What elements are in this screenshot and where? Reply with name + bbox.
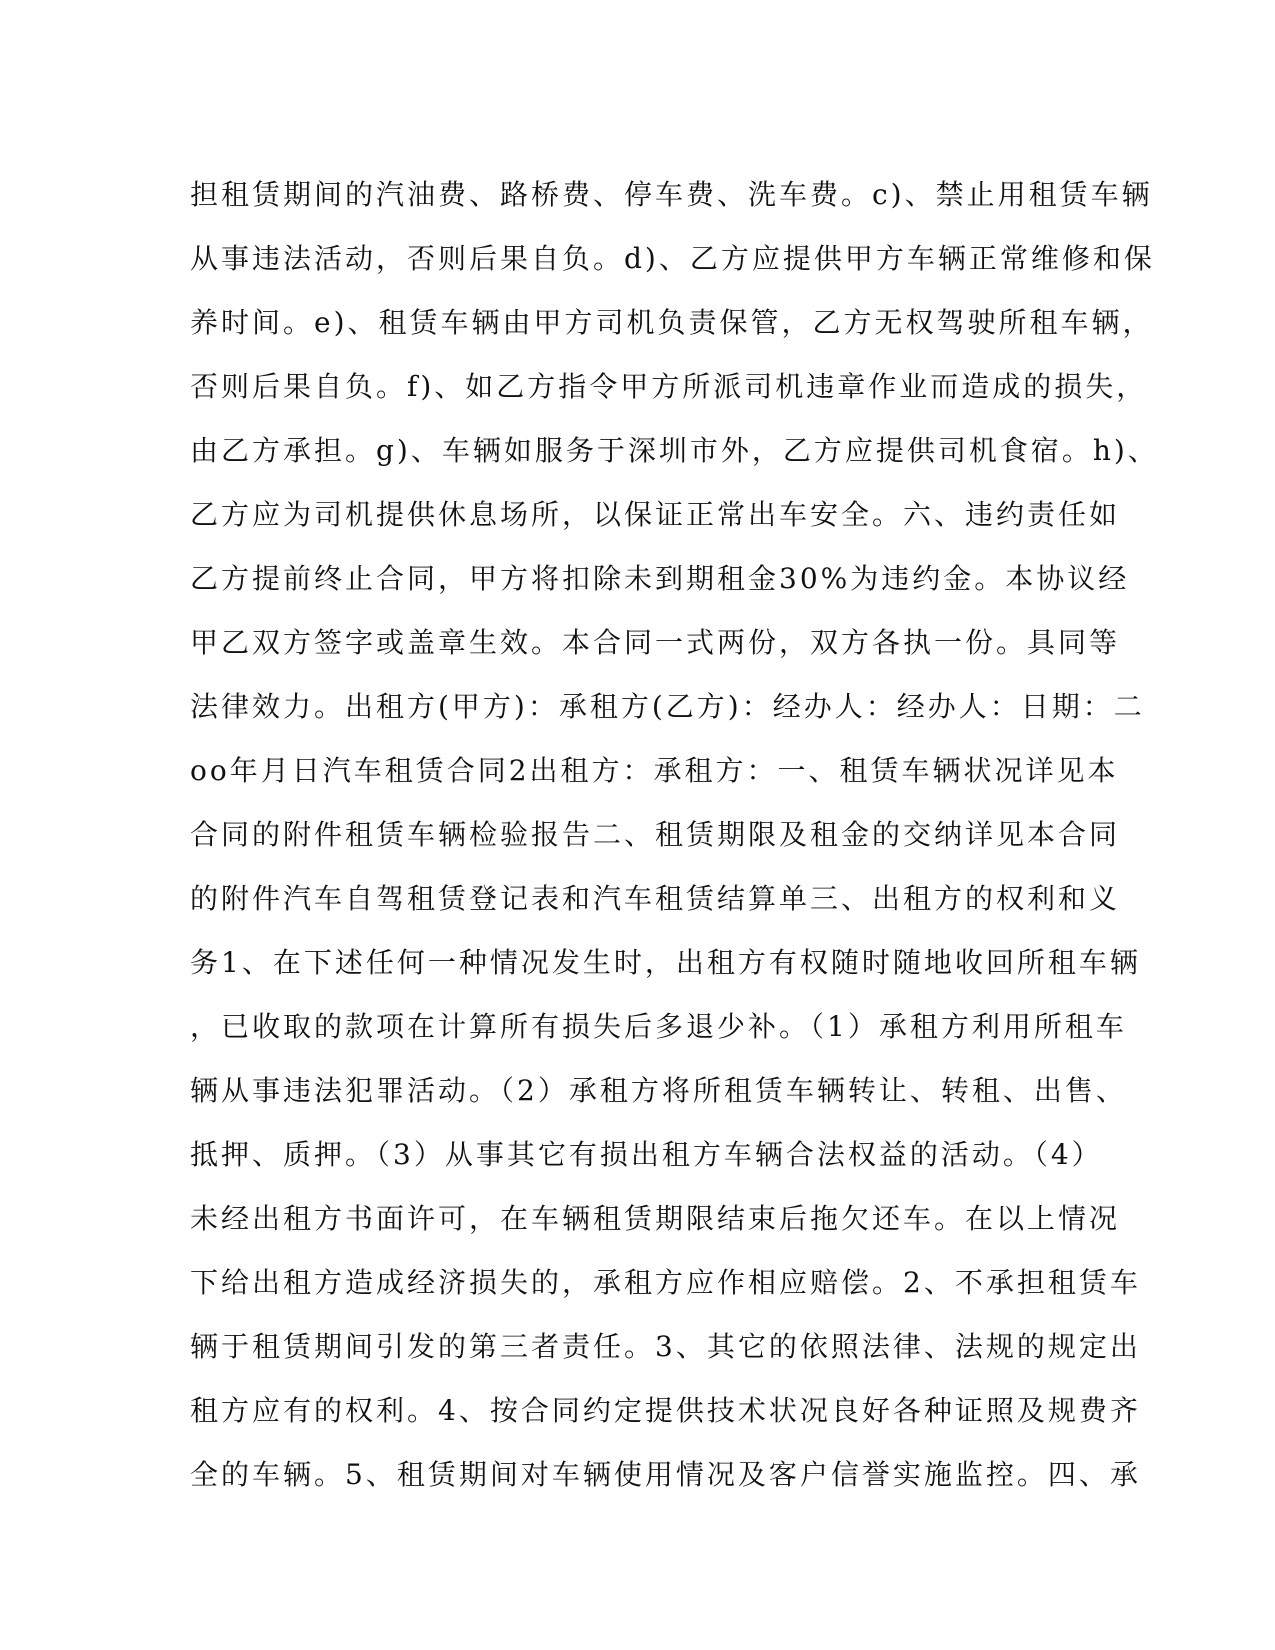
- text-line: 担租赁期间的汽油费、路桥费、停车费、洗车费。c)、禁止用租赁车辆: [190, 178, 1153, 211]
- text-line: 乙方提前终止合同，甲方将扣除未到期租金30%为违约金。本协议经: [190, 562, 1130, 595]
- text-line: 否则后果自负。f)、如乙方指令甲方所派司机违章作业而造成的损失，: [190, 370, 1148, 403]
- text-line: 养时间。e)、租赁车辆由甲方司机负责保管，乙方无权驾驶所租车辆，: [190, 306, 1154, 339]
- text-line: 全的车辆。5、租赁期间对车辆使用情况及客户信誉实施监控。四、承: [190, 1458, 1141, 1491]
- text-line: 由乙方承担。g)、车辆如服务于深圳市外，乙方应提供司机食宿。h)、: [190, 434, 1159, 467]
- text-line: 辆于租赁期间引发的第三者责任。3、其它的依照法律、法规的规定出: [190, 1330, 1141, 1363]
- text-line: 的附件汽车自驾租赁登记表和汽车租赁结算单三、出租方的权利和义: [190, 882, 1121, 915]
- text-line: 下给出租方造成经济损失的，承租方应作相应赔偿。2、不承担租赁车: [190, 1266, 1141, 1299]
- text-line: oo年月日汽车租赁合同2出租方：承租方：一、租赁车辆状况详见本: [190, 754, 1119, 787]
- text-line: 法律效力。出租方(甲方)：承租方(乙方)：经办人：经办人：日期：二: [190, 690, 1145, 723]
- text-line: 辆从事违法犯罪活动。（2）承租方将所租赁车辆转让、转租、出售、: [190, 1074, 1127, 1107]
- text-line: 抵押、质押。（3）从事其它有损出租方车辆合法权益的活动。（4）: [190, 1138, 1103, 1171]
- text-line: 务1、在下述任何一种情况发生时，出租方有权随时随地收回所租车辆: [190, 946, 1141, 979]
- text-line: 未经出租方书面许可，在车辆租赁期限结束后拖欠还车。在以上情况: [190, 1202, 1121, 1235]
- text-line: 乙方应为司机提供休息场所，以保证正常出车安全。六、违约责任如: [190, 498, 1121, 531]
- contract-body-text: [190, 163, 1159, 1507]
- text-line: 从事违法活动，否则后果自负。d)、乙方应提供甲方车辆正常维修和保: [190, 242, 1155, 275]
- text-line: 合同的附件租赁车辆检验报告二、租赁期限及租金的交纳详见本合同: [190, 818, 1121, 851]
- text-line: 租方应有的权利。4、按合同约定提供技术状况良好各种证照及规费齐: [190, 1394, 1141, 1427]
- text-line: ，已收取的款项在计算所有损失后多退少补。（1）承租方利用所租车: [190, 1010, 1127, 1043]
- text-line: 甲乙双方签字或盖章生效。本合同一式两份，双方各执一份。具同等: [190, 626, 1121, 659]
